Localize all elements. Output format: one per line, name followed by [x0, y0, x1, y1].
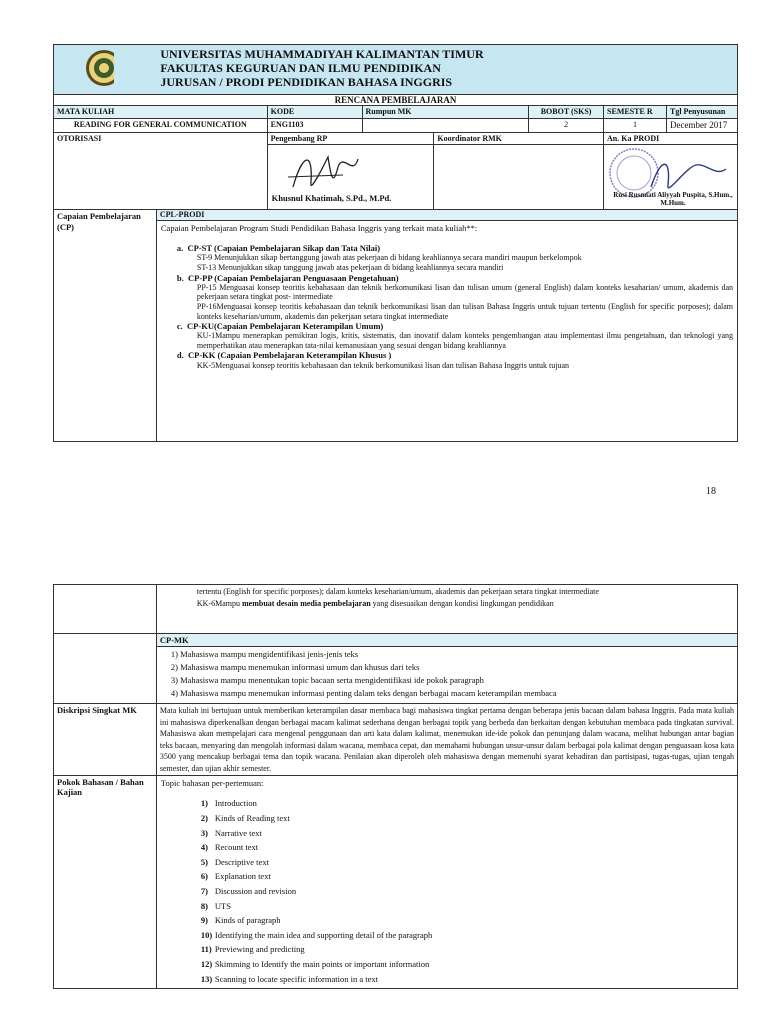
topic-item: 4) Recount text: [200, 842, 259, 853]
cp-content-row: [54, 220, 738, 441]
koordinator-signature-cell: [434, 145, 604, 210]
cpmk-list: [157, 647, 737, 703]
cp-kk-title: d. CP-KK (Capaian Pembelajaran Keterampilan Khusus ): [176, 350, 392, 361]
course-code: ENG1103: [267, 118, 362, 132]
faculty-name: FAKULTAS KEGURUAN DAN ILMU PENDIDIKAN: [160, 61, 441, 75]
topic-item: 9) Kinds of paragraph: [200, 915, 281, 926]
empty-label-cell-2: [54, 634, 157, 704]
topic-item: 1) Introduction: [200, 798, 257, 809]
kk-cont-cell: [156, 585, 737, 634]
deskripsi-text: Mata kuliah ini bertujuan untuk memberikan keterampilan dasar membaca bagi mahasiswa tingkat pertama dengan beberapa jenis bacaan dalam bahasa Inggris. Pada mata kuliah ini mahasiswa diperkenalkan dengan berbagai macam kalimat sederhana dengan berbagai topik yang berbeda dan berkaitan dengan kebutuhan membaca pada tingkatan survival. Mahasiswa akan mempelajari cara mengenal penggunaan dan arti kata dalam kalimat, menemukan ide-ide pokok dan penunjang dalam wacana, melihat hubungan antar bagian teks bacaan, menyaring dan mengolah informasi dalam wacana, membaca cepat, dan memahami hubungan unsur-unsur dalam berbagai pola kalimat dengan penguasaan kosa kata 3500 yang mencakup berbagai tema dan topik wacana. Penilaian akan diperoleh oleh mahasiswa dengan memenuhi syarat kehadiran dan partisipasi, tugas-tugas, ujian tengah semester, dan ujian akhir semester.: [156, 704, 737, 776]
empty-label-cell: [54, 585, 157, 634]
capaian-label: Capaian Pembelajaran (CP): [54, 210, 157, 442]
cpl-prodi-label: CPL-PRODI: [156, 210, 737, 221]
cp-st-title: a. CP-ST (Capaian Pembelajaran Sikap dan Tata Nilai): [176, 243, 381, 254]
logo-cell: [54, 45, 157, 95]
cpmk-item: 4) Mahasiswa mampu menemukan informasi penting dalam teks dengan berbagai macam keterampilan membaca: [170, 688, 557, 699]
cpmk-row: [54, 634, 738, 704]
cpmk-item: 1) Mahasiswa mampu mengidentifikasi jenis-jenis teks: [170, 649, 359, 660]
pokok-intro: Topic bahasan per-pertemuan:: [160, 778, 264, 789]
course-values-row: [54, 118, 738, 132]
otorisasi-label: OTORISASI: [54, 132, 268, 210]
topic-item: 8) UTS: [200, 900, 231, 911]
col-mata-kuliah: MATA KULIAH: [54, 106, 268, 119]
cp-ku-title: c. CP-KU(Capaian Pembelajaran Keterampilan Umum): [176, 321, 384, 332]
pokok-label: Pokok Bahasan / Bahan Kajian: [54, 776, 157, 989]
rps-title: RENCANA PEMBELAJARAN: [54, 94, 738, 106]
topic-item: 13) Scanning to locate specific information in a text: [200, 973, 378, 984]
pengembang-label: Pengembang RP: [267, 132, 434, 145]
pokok-row: [54, 776, 738, 989]
topic-item: 11) Previewing and predicting: [200, 944, 305, 955]
department-name: JURUSAN / PRODI PENDIDIKAN BAHASA INGGRIS: [160, 75, 453, 89]
deskripsi-row: [54, 704, 738, 776]
pp-15: PP-15 Menguasai konsep teoritis kebahasaan dan teknik berkomunikasi lisan dan tulisan umum (general English) dalam konteks kesaharian/ umum, akademis dan pekerjaan setara tingkat post- intermediate: [196, 282, 733, 302]
cp-intro: Capaian Pembelajaran Program Studi Pendidikan Bahasa Inggris yang terkait mata kuliah**:: [160, 222, 478, 233]
kk-6: KK-6Mampu membuat desain media pembelajaran yang disesuaikan dengan kondisi lingkungan pendidikan: [196, 598, 554, 608]
signature-icon: [283, 147, 383, 197]
pp-16: PP-16Menguasai konsep teoritis kebahasaan dan teknik berkomunikasi lisan dan tulisan Bahasa Inggris untuk tujuan tertentu (English for specific porposes); dalam konteks keseharian/umum, akademis dan pekerjaan setara tingkat intermediate: [196, 301, 733, 321]
ku-1: KU-1Mampu menerapkan pemikiran logis, kritis, sistematis, dan inovatif dalam konteks pengembangan atau implementasi ilmu pengetahuan, dan teknologi yang memperhatikan atau menerapkan tata-nilai kemanusiaan yang sesuai dengan bidang keahliannya: [196, 331, 733, 350]
topic-item: 5) Descriptive text: [200, 856, 269, 867]
cpmk-item: 3) Mahasiswa mampu menentukan topic bacaan serta mengidentifikasi ide pokok paragraph: [170, 675, 484, 686]
st-9: ST-9 Menunjukkan sikap bertanggung jawab atas pekerjaan di bidang keahliannya secara mandiri maupun berkelompok: [196, 253, 582, 263]
pengembang-signature-cell: [267, 145, 434, 210]
topic-item: 6) Explanation text: [200, 871, 271, 882]
university-name: UNIVERSITAS MUHAMMADIYAH KALIMANTAN TIMUR: [160, 47, 484, 61]
kk-5: KK-5Menguasai konsep teoritis kebahasaan dan teknik berkomunikasi lisan dan tulisan Bahasa Inggris untuk tujuan: [196, 360, 570, 370]
cpmk-item: 2) Mahasiswa mampu menemukan informasi umum dan khusus dari teks: [170, 662, 420, 673]
course-rumpun: [362, 118, 529, 132]
col-bobot: BOBOT (SKS): [529, 106, 604, 119]
university-logo-icon: [54, 45, 114, 91]
kaprodi-name: Rusi Rusmiati Aliyyah Puspita, S.Hum., M.Hum.: [613, 191, 733, 208]
cp-list: [161, 243, 733, 370]
page-number: 18: [706, 486, 716, 497]
cp-pp-title: b. CP-PP (Capaian Pembelajaran Penguasaan Pengetahuan): [176, 272, 399, 283]
col-tgl: Tgl Penyusunan: [666, 106, 737, 119]
topic-list: [161, 796, 733, 986]
rps-table-page2: [53, 584, 738, 989]
kaprodi-signature-cell: [604, 145, 738, 210]
col-semester: SEMESTE R: [604, 106, 667, 119]
topic-item: 7) Discussion and revision: [200, 885, 297, 896]
header-title-cell: [156, 45, 737, 95]
header-row: [54, 45, 738, 95]
course-bobot: 2: [529, 118, 604, 132]
kk-cont-row: [54, 585, 738, 634]
course-name: READING FOR GENERAL COMMUNICATION: [54, 118, 268, 132]
topic-item: 12) Skimming to Identify the main points or important information: [200, 958, 430, 969]
capaian-row: [54, 210, 738, 221]
column-header-row: [54, 106, 738, 119]
deskripsi-label: Diskripsi Singkat MK: [54, 704, 157, 776]
rps-title-row: [54, 94, 738, 106]
kaprodi-label: An. Ka PRODI: [604, 132, 738, 145]
topic-item: 2) Kinds of Reading text: [200, 812, 290, 823]
topic-item: 3) Narrative text: [200, 827, 262, 838]
cpmk-label: CP-MK: [157, 634, 737, 647]
pokok-cell: [156, 776, 737, 989]
pengembang-name: Khusnul Khatimah, S.Pd., M.Pd.: [271, 193, 392, 204]
col-kode: KODE: [267, 106, 362, 119]
cp-content: [156, 220, 737, 441]
rps-table-page1: [53, 44, 738, 442]
course-date: December 2017: [666, 118, 737, 132]
topic-item: 10) Identifying the main idea and supporting detail of the paragraph: [200, 929, 433, 940]
kk-5-continued: tertentu (English for specific porposes); dalam konteks keseharian/umum, akademis dan pekerjaan setara tingkat intermediate: [196, 587, 599, 596]
cpmk-cell: [156, 634, 737, 704]
st-13: ST-13 Menunjukkan sikap tanggung jawab atas pekerjaan di bidang keahliannya secara mandiri: [196, 262, 504, 272]
koordinator-label: Koordinator RMK: [434, 132, 604, 145]
otorisasi-label-row: [54, 132, 738, 145]
course-semester: 1: [604, 118, 667, 132]
col-rumpun: Rumpun MK: [362, 106, 529, 119]
